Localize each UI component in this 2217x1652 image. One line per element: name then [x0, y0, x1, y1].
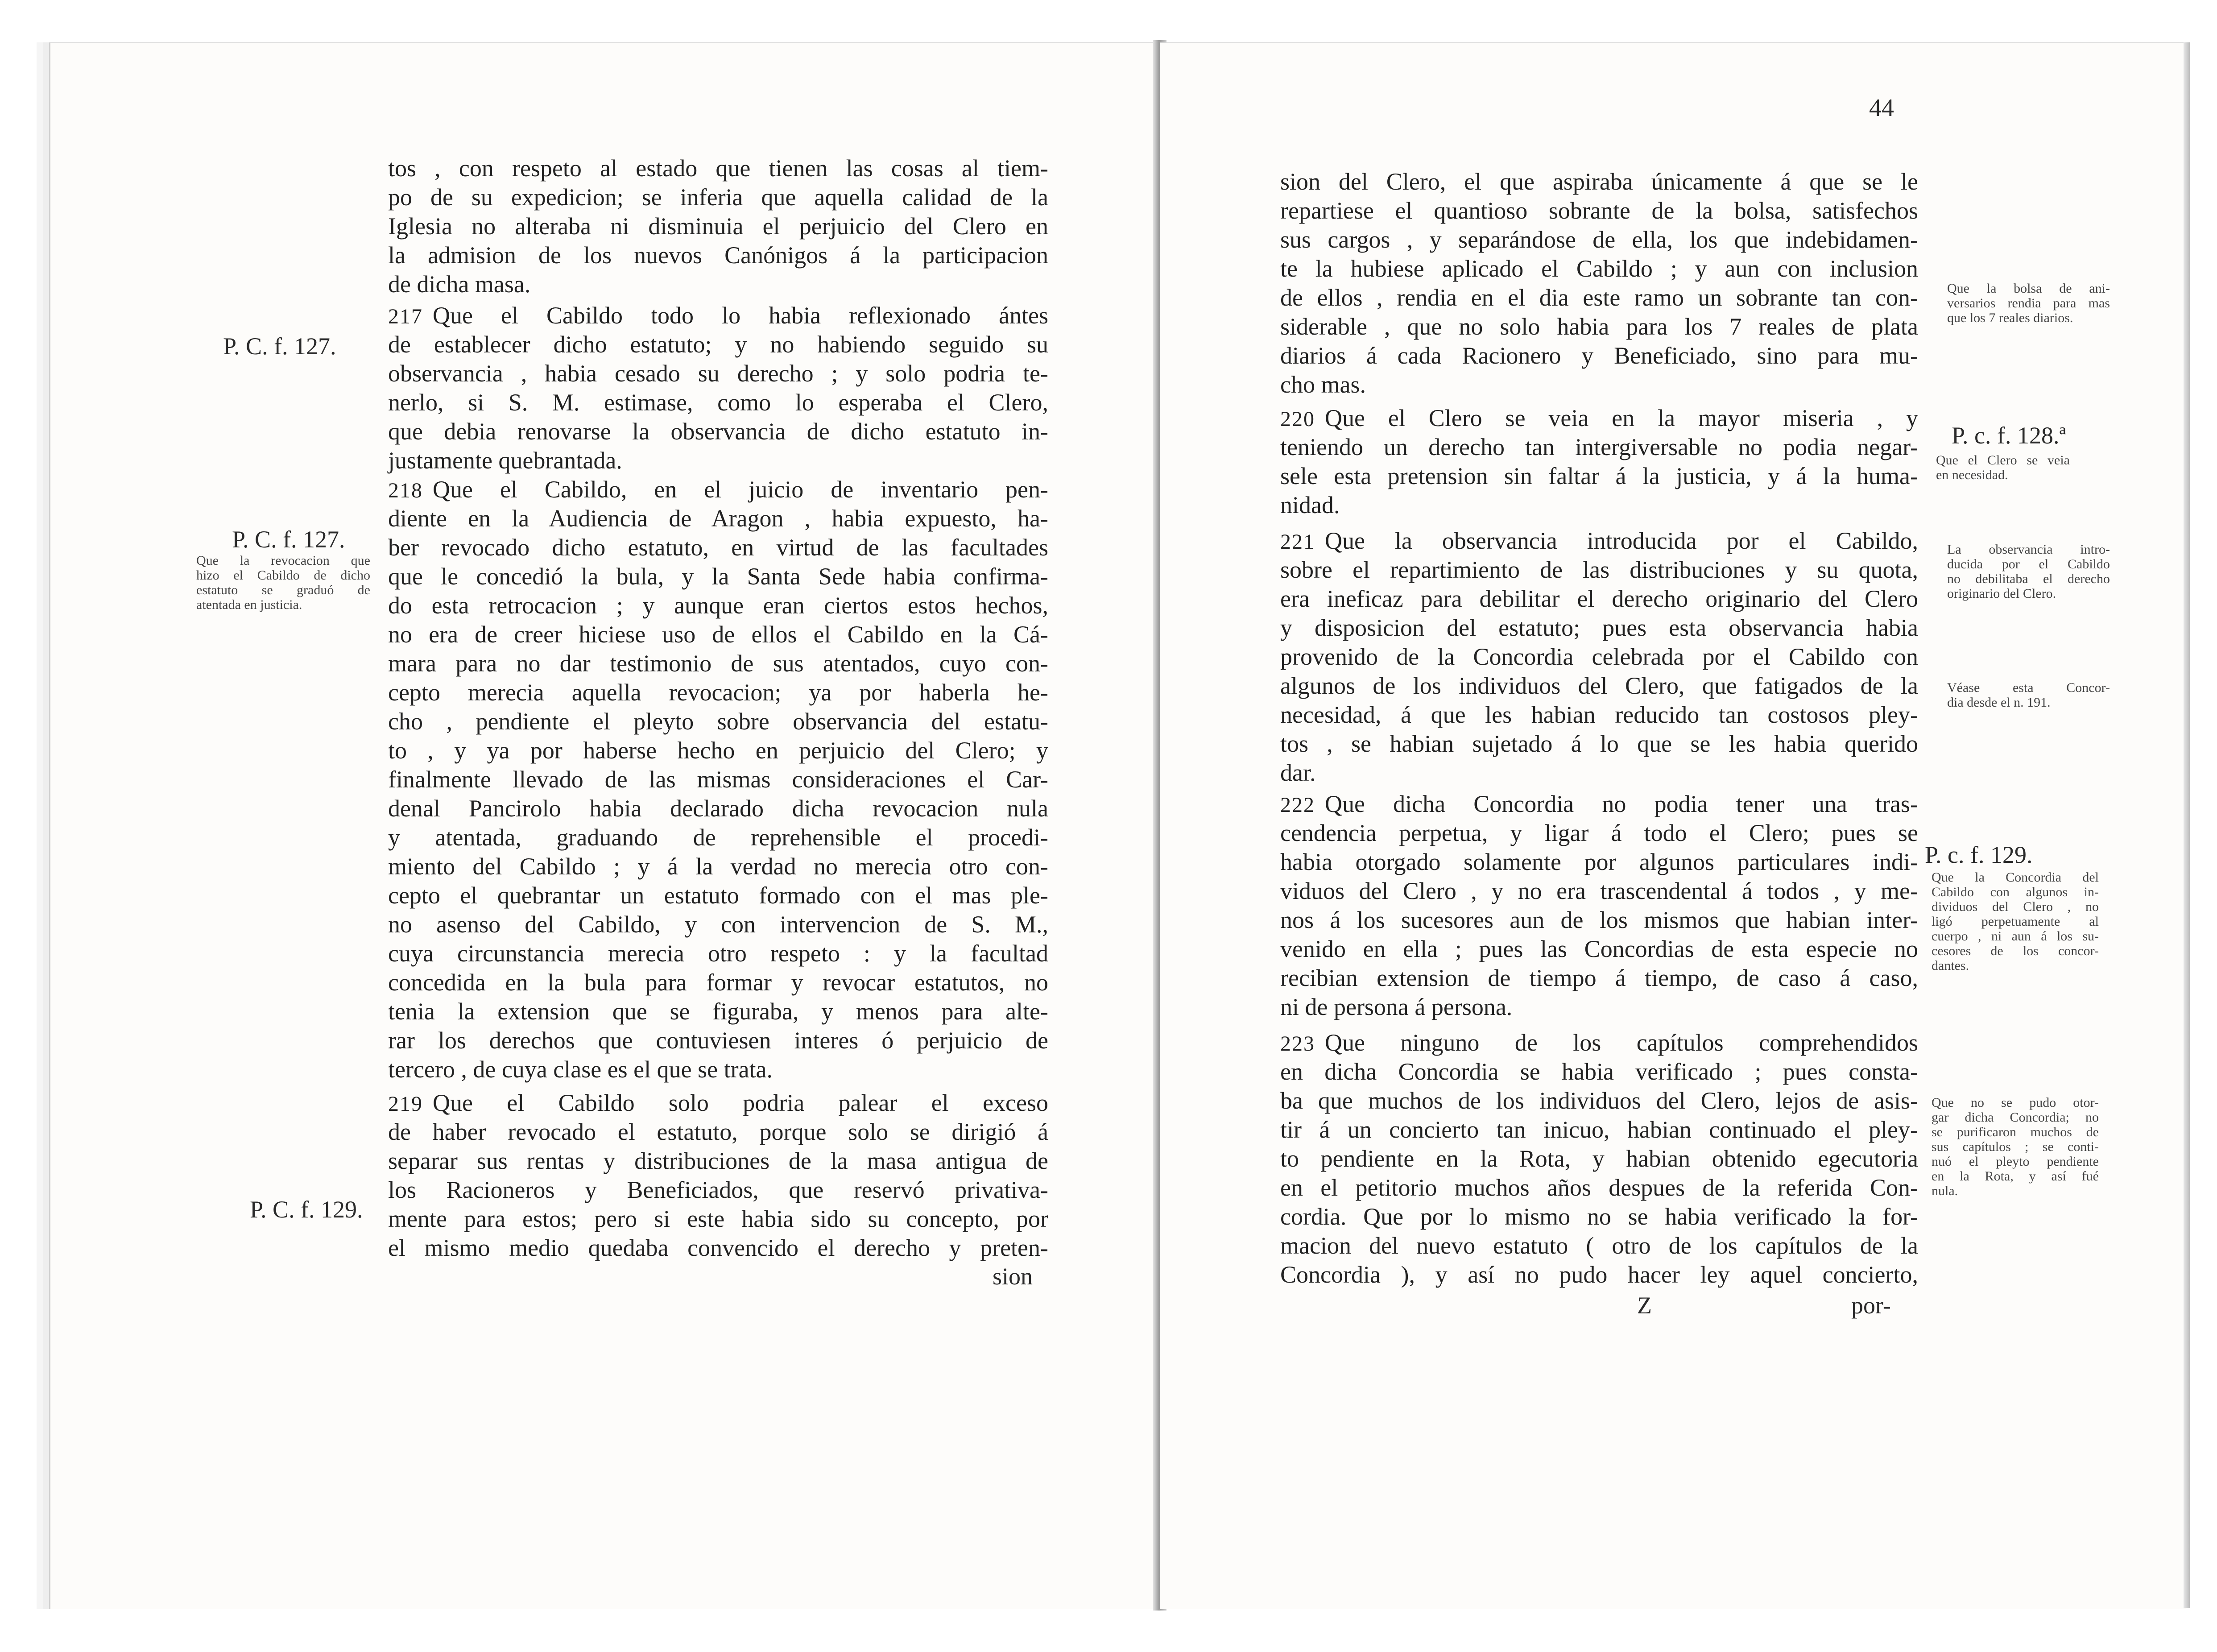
text-line: de haber revocado el estatuto, porque solo se dirigió á: [388, 1118, 1048, 1145]
text-line: cuya circunstancia merecia otro respeto : y la facultad: [388, 940, 1048, 967]
text-line: 217 Que el Cabildo todo lo habia reflexionado ántes: [388, 302, 1048, 329]
text-line: de establecer dicho estatuto; y no habiendo seguido su: [388, 331, 1048, 358]
text-line: te la hubiese aplicado el Cabildo ; y aun con inclusion: [1280, 255, 1918, 282]
text-line: provenido de la Concordia celebrada por el Cabildo con: [1280, 643, 1918, 670]
text-line: sele esta pretension sin faltar á la justicia, y á la huma-: [1280, 463, 1918, 489]
text-line: observancia , habia cesado su derecho ; y solo podria te-: [388, 360, 1048, 387]
margin-note: Véase esta Concor- dia desde el n. 191.: [1947, 680, 2110, 710]
margin-ref: P. c. f. 128.ª: [1952, 422, 2066, 449]
text-line: justamente quebrantada.: [388, 447, 622, 474]
text-line: ba que muchos de los individuos del Clero, lejos de asis-: [1280, 1087, 1918, 1114]
text-line: 221 Que la observancia introducida por el Cabildo,: [1280, 527, 1918, 554]
text-line: sion del Clero, el que aspiraba únicamente á que se le: [1280, 168, 1918, 195]
margin-note: Que la bolsa de ani- versarios rendia para mas que los 7 reales diarios.: [1947, 281, 2110, 325]
text-line: que debia renovarse la observancia de dicho estatuto in-: [388, 418, 1048, 445]
text-line: tir á un concierto tan inicuo, habian continuado el pley-: [1280, 1116, 1918, 1143]
text-line: diarios á cada Racionero y Beneficiado, sino para mu-: [1280, 342, 1918, 369]
text-line: cepto el quebrantar un estatuto formado con el mas ple-: [388, 882, 1048, 909]
text-line: tenia la extension que se figuraba, y menos para alte-: [388, 998, 1048, 1025]
text-line: mara para no dar testimonio de sus atentados, cuyo con-: [388, 650, 1048, 677]
text-line: era ineficaz para debilitar el derecho originario del Clero: [1280, 585, 1918, 612]
text-line: algunos de los individuos del Clero, que fatigados de la: [1280, 672, 1918, 699]
text-line: dar.: [1280, 759, 1316, 786]
text-line: viduos del Clero , y no era trascendental á todos , y me-: [1280, 878, 1918, 904]
text-line: to pendiente en la Rota, y habian obtenido egecutoria: [1280, 1145, 1918, 1172]
catchword: por-: [1851, 1292, 1891, 1319]
text-line: venido en ella ; pues las Concordias de esta especie no: [1280, 936, 1918, 962]
text-line: cho , pendiente el pleyto sobre observancia del estatu-: [388, 708, 1048, 735]
paragraph-number: 222: [1280, 793, 1315, 817]
margin-ref: P. C. f. 127.: [232, 526, 345, 553]
text-line: de dicha masa.: [388, 271, 531, 298]
text-line: de ellos , rendia en el dia este ramo un sobrante tan con-: [1280, 284, 1918, 311]
text-line: siderable , que no solo habia para los 7 reales de plata: [1280, 313, 1918, 340]
text-line: mente para estos; pero si este habia sido su concepto, por: [388, 1205, 1048, 1232]
paragraph-number: 218: [388, 479, 423, 502]
text-line: 222 Que dicha Concordia no podia tener una tras-: [1280, 791, 1918, 817]
page-number: 44: [1869, 94, 1894, 122]
signature-mark: Z: [1637, 1292, 1652, 1319]
margin-note: Que el Clero se veia en necesidad.: [1936, 453, 2070, 482]
text-line: 218 Que el Cabildo, en el juicio de inventario pen-: [388, 476, 1048, 503]
text-line: 220 Que el Clero se veia en la mayor miseria , y: [1280, 405, 1918, 431]
text-line: cordia. Que por lo mismo no se habia verificado la for-: [1280, 1203, 1918, 1230]
text-line: habia otorgado solamente por algunos particulares indi-: [1280, 849, 1918, 875]
text-line: po de su expedicion; se inferia que aquella calidad de la: [388, 184, 1048, 211]
text-line: cho mas.: [1280, 371, 1366, 398]
text-line: denal Pancirolo habia declarado dicha revocacion nula: [388, 795, 1048, 822]
text-line: los Racioneros y Beneficiados, que reservó privativa-: [388, 1176, 1048, 1203]
right-page-edge: [2184, 42, 2190, 1608]
text-line: y atentada, graduando de reprehensible el procedi-: [388, 824, 1048, 851]
text-line: la admision de los nuevos Canónigos á la participacion: [388, 242, 1048, 269]
margin-note: Que no se pudo otor- gar dicha Concordia; no se purificaron muchos de sus capítulos ; se conti- nuó el pleyto pendiente en la Rota, y así fué nula.: [1932, 1095, 2099, 1198]
text-line: nos á los sucesores aun de los mismos que habian inter-: [1280, 907, 1918, 933]
paragraph-number: 220: [1280, 407, 1315, 431]
text-line: el mismo medio quedaba convencido el derecho y preten-: [388, 1234, 1048, 1261]
text-line: finalmente llevado de las mismas consideraciones el Car-: [388, 766, 1048, 793]
paragraph-number: 217: [388, 305, 423, 328]
text-line: cendencia perpetua, y ligar á todo el Clero; pues se: [1280, 820, 1918, 846]
margin-ref: P. c. f. 129.: [1925, 841, 2033, 868]
paragraph-number: 219: [388, 1092, 423, 1116]
text-line: cepto merecia aquella revocacion; ya por haberla he-: [388, 679, 1048, 706]
text-line: do esta retrocacion ; y aunque eran ciertos estos hechos,: [388, 592, 1048, 619]
margin-note: Que la revocacion que hizo el Cabildo de dicho estatuto se graduó de atentada en justicia.: [196, 553, 370, 612]
text-line: diente en la Audiencia de Aragon , habia expuesto, ha-: [388, 505, 1048, 532]
text-line: y disposicion del estatuto; pues esta observancia habia: [1280, 614, 1918, 641]
text-line: que le concedió la bula, y la Santa Sede habia confirma-: [388, 563, 1048, 590]
margin-ref: P. C. f. 129.: [250, 1196, 363, 1223]
paragraph-number: 223: [1280, 1032, 1315, 1056]
text-line: sus cargos , y separándose de ella, los que indebidamen-: [1280, 226, 1918, 253]
text-line: nerlo, si S. M. estimase, como lo esperaba el Clero,: [388, 389, 1048, 416]
catchword: sion: [993, 1263, 1033, 1290]
text-line: en el petitorio muchos años despues de la referida Con-: [1280, 1174, 1918, 1201]
text-line: 223 Que ninguno de los capítulos comprehendidos: [1280, 1029, 1918, 1056]
text-line: tos , con respeto al estado que tienen las cosas al tiem-: [388, 155, 1048, 182]
text-line: no era de creer hiciese uso de ellos el Cabildo en la Cá-: [388, 621, 1048, 648]
text-line: rar los derechos que contuviesen interes ó perjuicio de: [388, 1027, 1048, 1054]
text-line: no asenso del Cabildo, y con intervencion de S. M.,: [388, 911, 1048, 938]
text-line: to , y ya por haberse hecho en perjuicio del Clero; y: [388, 737, 1048, 764]
text-line: tercero , de cuya clase es el que se trata.: [388, 1056, 773, 1083]
text-line: ber revocado dicho estatuto, en virtud de las facultades: [388, 534, 1048, 561]
margin-note: La observancia intro- ducida por el Cabildo no debilitaba el derecho originario del Clero.: [1947, 542, 2110, 601]
text-line: nidad.: [1280, 492, 1340, 518]
text-line: sobre el repartimiento de las distribuciones y su quota,: [1280, 556, 1918, 583]
text-line: teniendo un derecho tan intergiversable no podia negar-: [1280, 434, 1918, 460]
text-line: miento del Cabildo ; y á la verdad no merecia otro con-: [388, 853, 1048, 880]
text-line: repartiese el quantioso sobrante de la bolsa, satisfechos: [1280, 197, 1918, 224]
paragraph-number: 221: [1280, 530, 1315, 554]
text-line: macion del nuevo estatuto ( otro de los capítulos de la: [1280, 1232, 1918, 1259]
text-line: recibian extension de tiempo á tiempo, de caso á caso,: [1280, 965, 1918, 991]
text-line: 219 Que el Cabildo solo podria palear el exceso: [388, 1089, 1048, 1116]
margin-note: Que la Concordia del Cabildo con algunos in- dividuos del Clero , no ligó perpetuamente al cuerpo , ni aun á los su- cesores de los concor- dantes.: [1932, 870, 2099, 973]
text-line: Concordia ), y así no pudo hacer ley aquel concierto,: [1280, 1261, 1918, 1288]
text-line: Iglesia no alteraba ni disminuia el perjuicio del Clero en: [388, 213, 1048, 240]
text-line: necesidad, á que les habian reducido tan costosos pley-: [1280, 701, 1918, 728]
margin-ref: P. C. f. 127.: [223, 333, 336, 360]
text-line: separar sus rentas y distribuciones de la masa antigua de: [388, 1147, 1048, 1174]
text-line: concedida en la bula para formar y revocar estatutos, no: [388, 969, 1048, 996]
text-line: ni de persona á persona.: [1280, 994, 1513, 1020]
text-line: tos , se habian sujetado á lo que se les habia querido: [1280, 730, 1918, 757]
text-line: en dicha Concordia se habia verificado ; pues consta-: [1280, 1058, 1918, 1085]
